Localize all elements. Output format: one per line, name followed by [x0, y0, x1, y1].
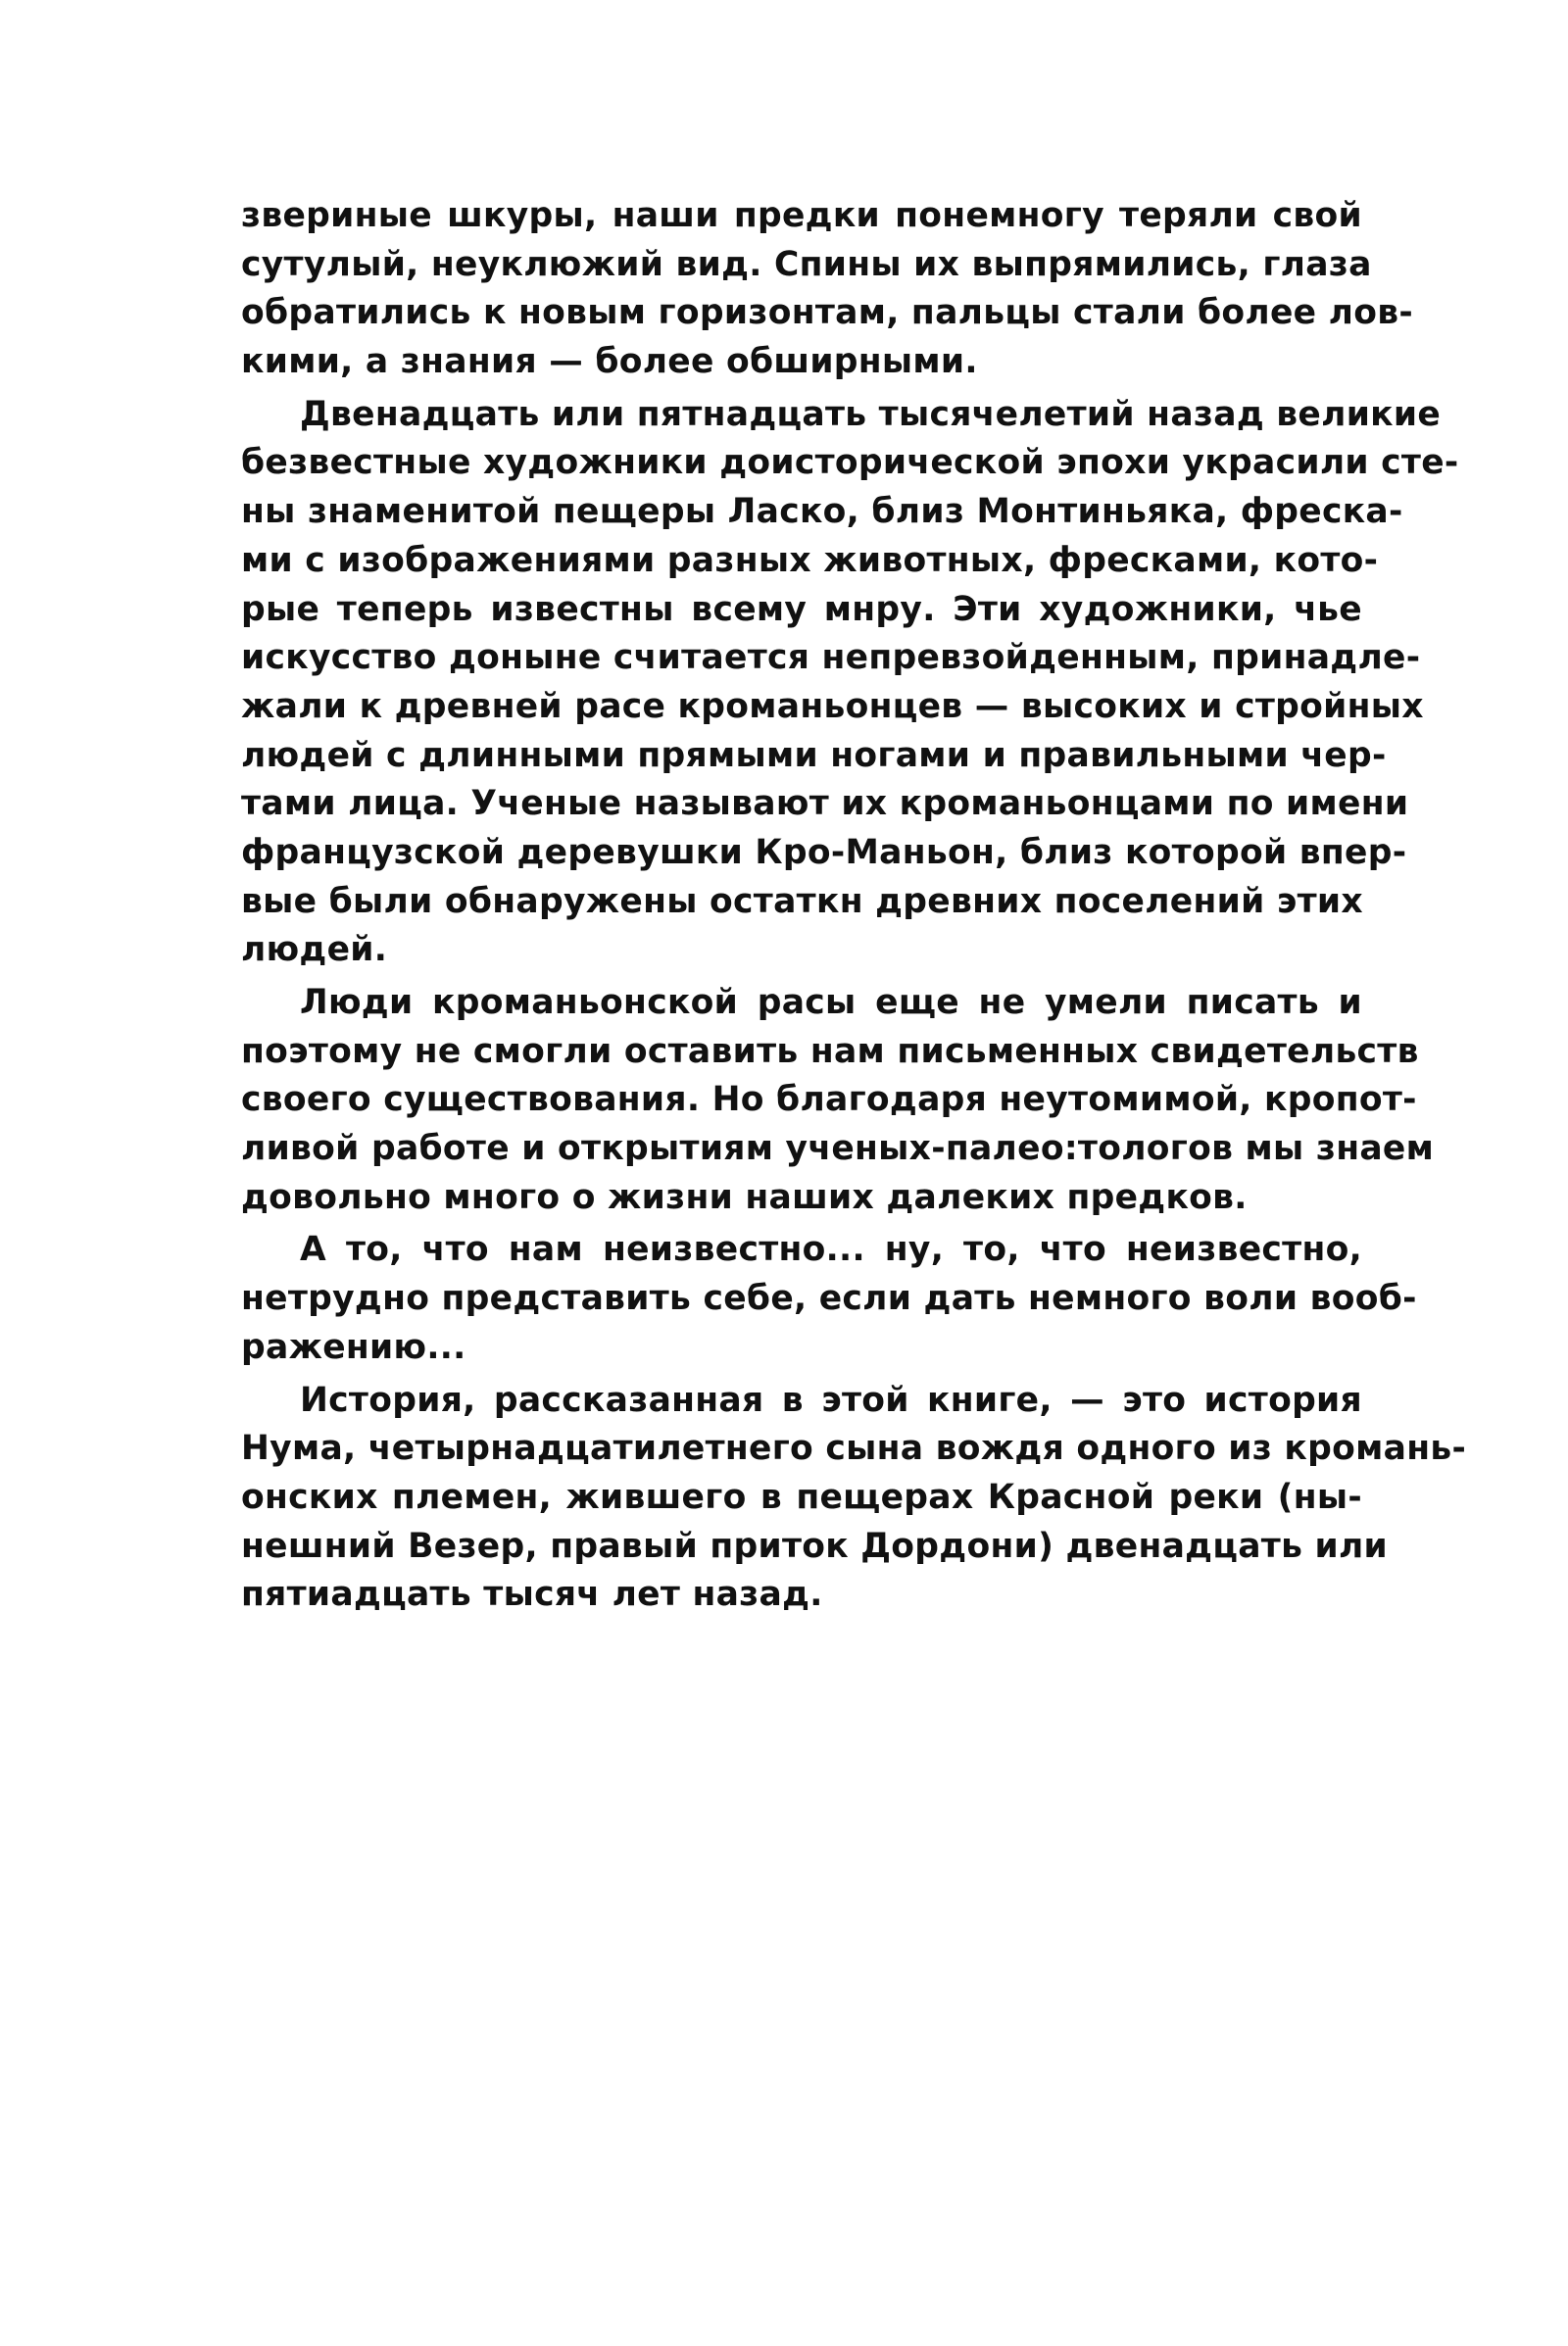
text-line: рые теперь известны всему мнру. Эти художники, чье: [241, 589, 1362, 629]
text-line: довольно много о жизни наших далеких предков.: [241, 1177, 1248, 1217]
paragraph: [241, 1226, 1417, 1372]
text-line: вые были обнаружены остаткн древних поселений этих: [241, 881, 1363, 921]
text-line: жали к древней расе кроманьонцев — высоких и стройных: [241, 686, 1424, 726]
text-line: поэтому не смогли оставить нам письменных свидетельств: [241, 1031, 1419, 1071]
text-line: людей.: [241, 930, 388, 970]
text-line: ливой работе и открытиям ученых-палео:тологов мы знаем: [241, 1129, 1435, 1169]
text-line: обратились к новым горизонтам, пальцы стали более лов-: [241, 293, 1413, 333]
text-line: тами лица. Ученые называют их кроманьонцами по имени: [241, 784, 1409, 824]
text-line: французской деревушки Кро-Маньон, близ которой впер-: [241, 832, 1407, 872]
text-line: кими, а знания — более обширными.: [241, 342, 978, 382]
text-line: нешний Везер, правый приток Дордони) двенадцать или: [241, 1526, 1389, 1566]
text-line: А то, что нам неизвестно... ну, то, что неизвестно,: [300, 1230, 1362, 1270]
text-line: сутулый, неуклюжий вид. Спины их выпрямились, глаза: [241, 244, 1372, 284]
text-line: звериные шкуры, наши предки понемногу теряли свой: [241, 196, 1362, 235]
text-line: Нума, четырнадцатилетнего сына вождя одного из кромань-: [241, 1429, 1467, 1469]
text-line: онских племен, жившего в пещерах Красной реки (ны-: [241, 1477, 1362, 1517]
text-line: ражению...: [241, 1327, 466, 1367]
text-line: нетрудно представить себе, если дать немного воли вооб-: [241, 1279, 1417, 1319]
paragraph: [241, 391, 1459, 975]
text-line: ны знаменитой пещеры Ласко, близ Монтиньяка, фреска-: [241, 492, 1403, 532]
text-line: искусство доныне считается непревзойденным, принадле-: [241, 638, 1421, 678]
text-line: своего существования. Но благодаря неутомимой, кропот-: [241, 1080, 1417, 1120]
text-line: ми с изображениями разных животных, фресками, кото-: [241, 540, 1379, 580]
text-line: Люди кроманьонской расы еще не умели писать и: [300, 983, 1362, 1022]
text-line: безвестные художники доисторической эпохи украсили сте-: [241, 443, 1459, 483]
paragraph: [241, 979, 1435, 1222]
text-line: пятиадцать тысяч лет назад.: [241, 1575, 823, 1615]
text-line: Двенадцать или пятнадцать тысячелетий назад великие: [300, 394, 1442, 434]
text-line: История, рассказанная в этой книге, — это история: [300, 1380, 1362, 1420]
paragraph: [241, 1377, 1467, 1620]
paragraph: [241, 192, 1413, 387]
body-text: [241, 192, 1467, 1620]
text-line: людей с длинными прямыми ногами и правильными чер-: [241, 735, 1387, 775]
